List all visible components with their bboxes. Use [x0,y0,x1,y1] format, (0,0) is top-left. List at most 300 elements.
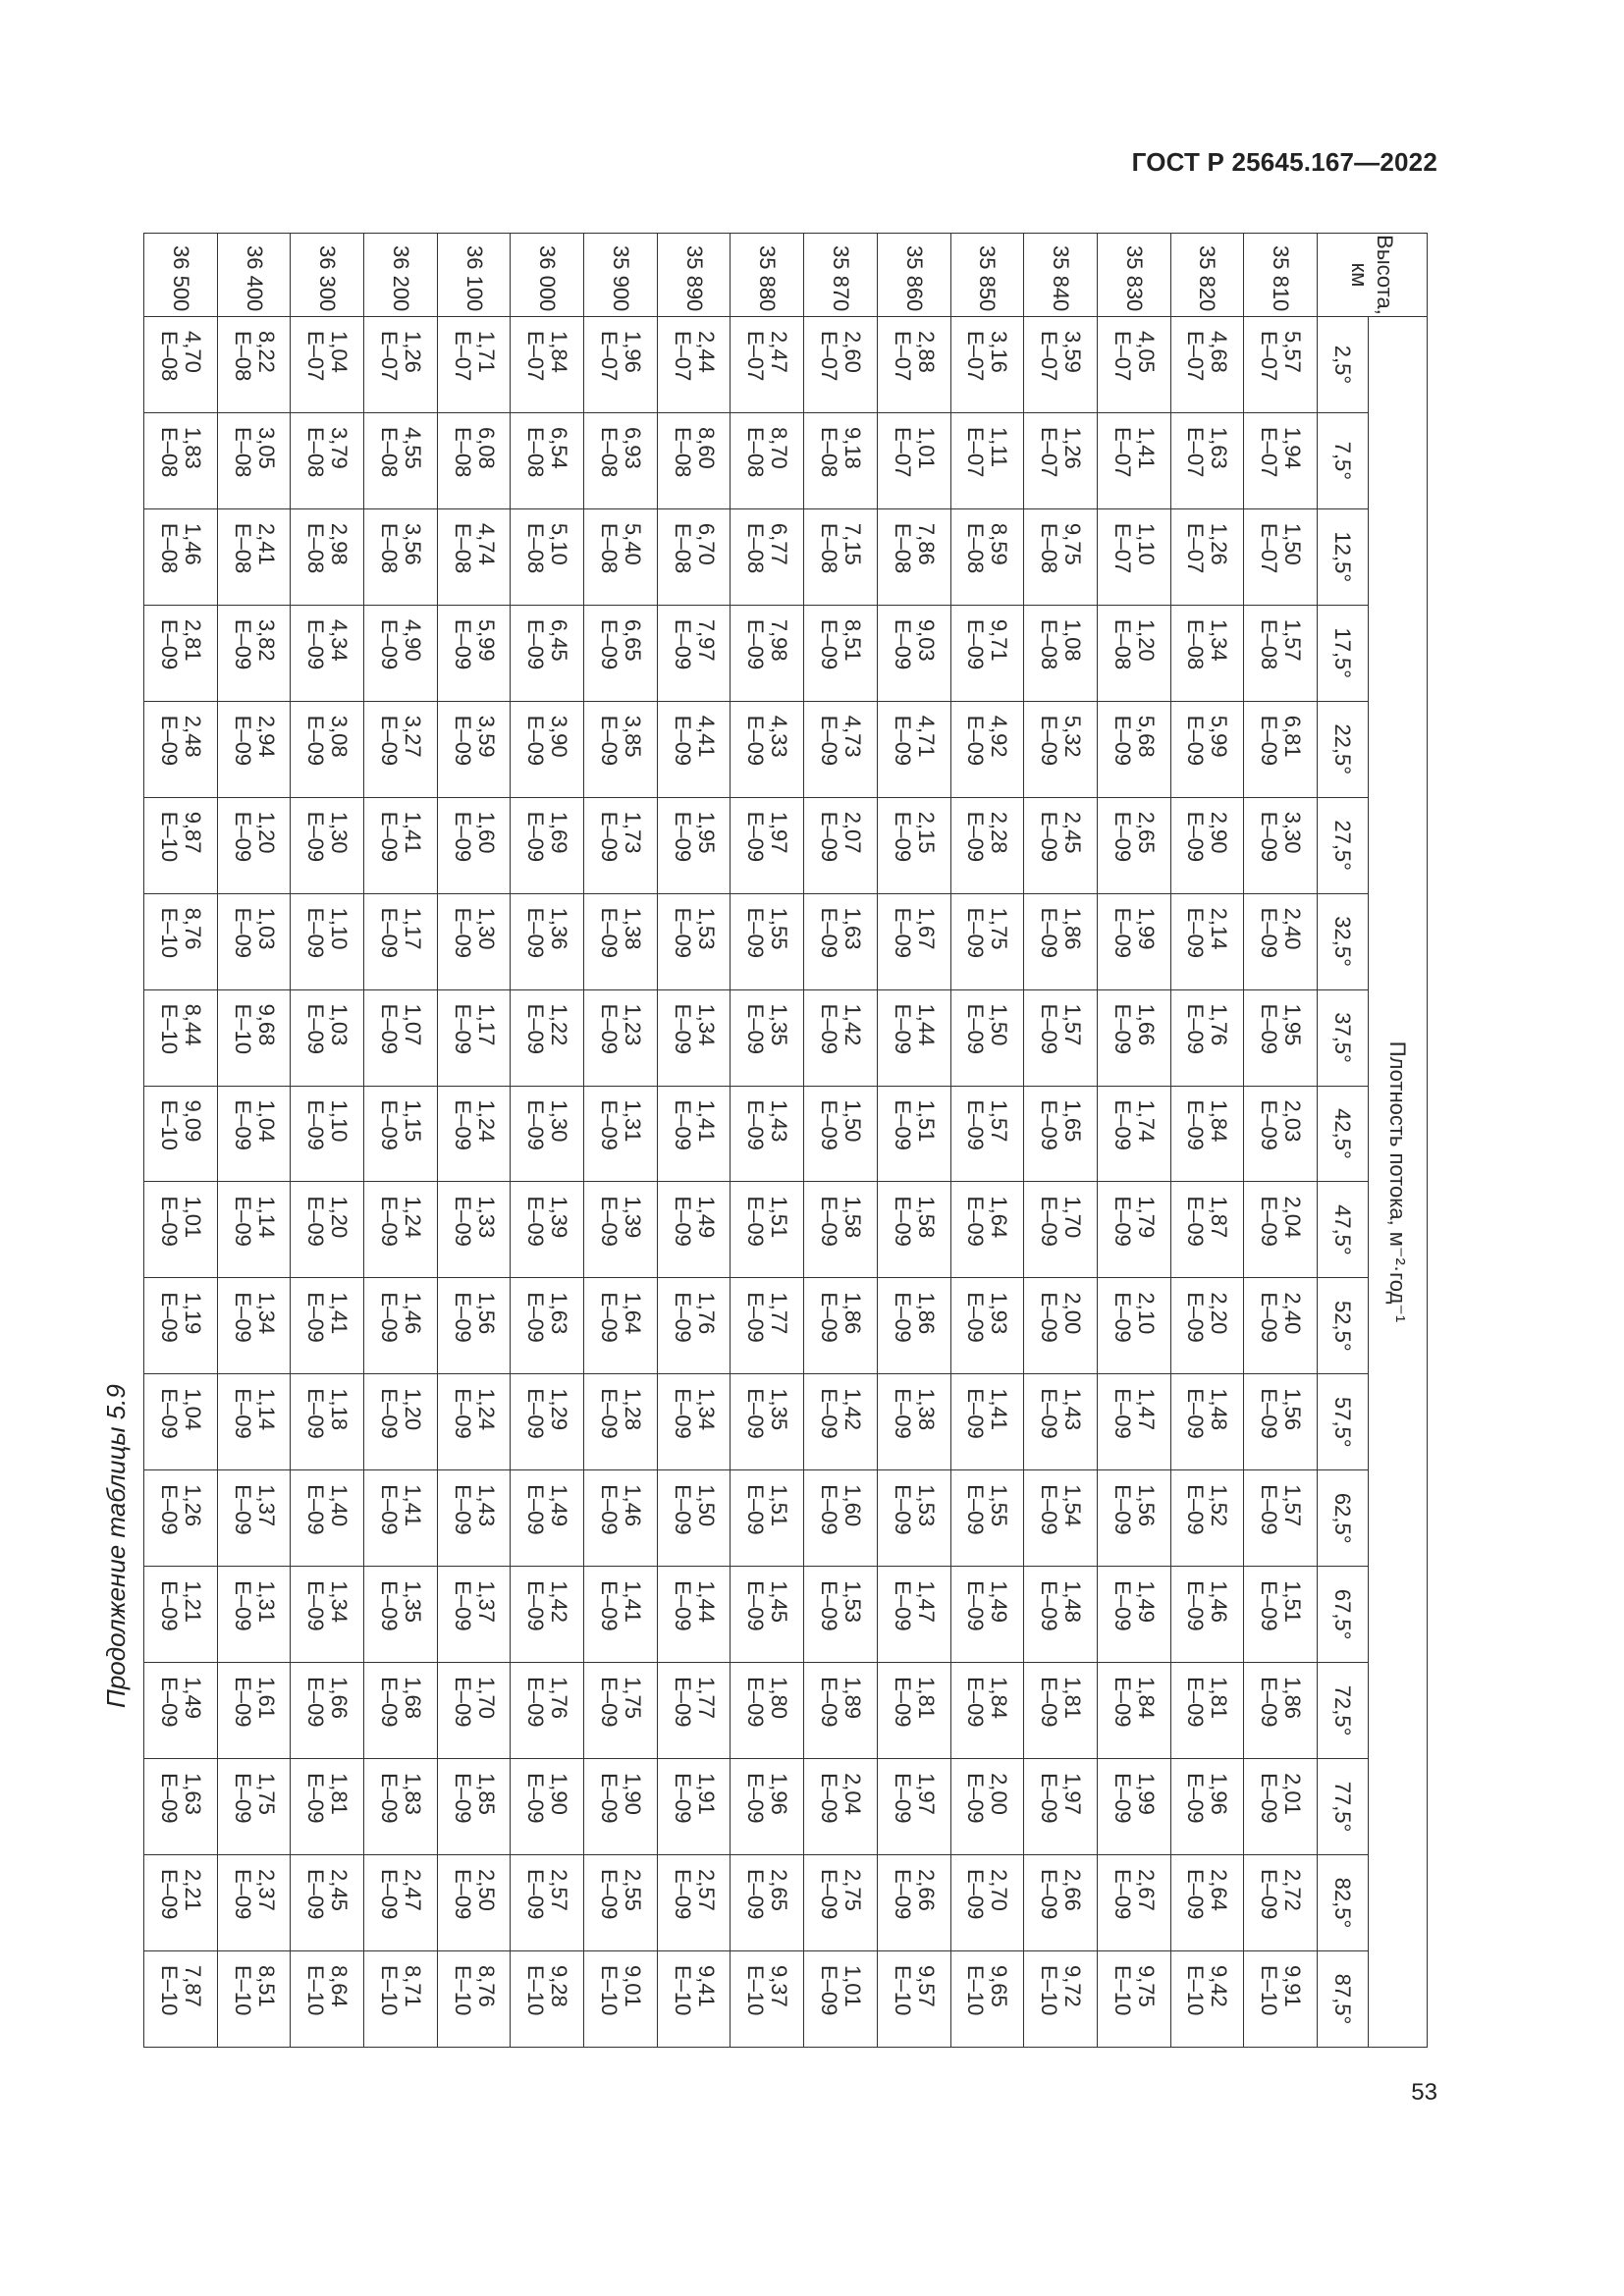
flux-value-cell: 1,49 E–09 [144,1663,218,1759]
flux-value-cell: 1,41 E–09 [950,1374,1024,1470]
flux-value-cell: 1,50 E–07 [1244,508,1318,605]
flux-value-cell: 1,66 E–09 [1097,989,1170,1086]
flux-value-cell: 8,60 E–08 [657,412,731,508]
flux-value-cell: 1,83 E–09 [364,1759,438,1855]
angle-header: 17,5° [1318,605,1369,701]
flux-value-cell: 1,66 E–09 [291,1663,364,1759]
flux-value-cell: 6,70 E–08 [657,508,731,605]
flux-value-cell: 2,45 E–09 [291,1855,364,1951]
flux-value-cell: 1,89 E–09 [804,1663,878,1759]
flux-value-cell: 1,75 E–09 [584,1663,658,1759]
flux-value-cell: 2,40 E–09 [1244,893,1318,989]
flux-value-cell: 1,41 E–07 [1097,412,1170,508]
flux-value-cell: 1,37 E–09 [217,1470,291,1567]
flux-value-cell: 1,48 E–09 [1170,1374,1244,1470]
flux-value-cell: 1,20 E–09 [364,1374,438,1470]
flux-value-cell: 1,84 E–07 [511,317,584,413]
table-row [877,234,950,2048]
flux-value-cell: 1,49 E–09 [950,1567,1024,1663]
flux-value-cell: 1,46 E–08 [144,508,218,605]
flux-value-cell: 1,63 E–09 [144,1759,218,1855]
flux-value-cell: 1,35 E–09 [731,989,804,1086]
flux-value-cell: 1,77 E–09 [657,1663,731,1759]
flux-value-cell: 1,30 E–09 [511,1086,584,1182]
flux-value-cell: 1,43 E–09 [1024,1374,1098,1470]
flux-value-cell: 1,43 E–09 [437,1470,511,1567]
angle-header: 87,5° [1318,1950,1369,2047]
flux-value-cell: 2,75 E–09 [804,1855,878,1951]
flux-value-cell: 1,80 E–09 [731,1663,804,1759]
flux-value-cell: 1,70 E–09 [437,1663,511,1759]
flux-value-cell: 1,60 E–09 [437,797,511,893]
table-row [950,234,1024,2048]
flux-value-cell: 1,69 E–09 [511,797,584,893]
flux-value-cell: 1,70 E–09 [1024,1182,1098,1278]
flux-value-cell: 4,90 E–09 [364,605,438,701]
flux-value-cell: 2,20 E–09 [1170,1278,1244,1374]
table-row [657,234,731,2048]
flux-value-cell: 2,57 E–09 [511,1855,584,1951]
table-row [217,234,291,2048]
table-row [437,234,511,2048]
table-row [144,234,218,2048]
flux-value-cell: 9,28 E–10 [511,1950,584,2047]
flux-value-cell: 2,72 E–09 [1244,1855,1318,1951]
flux-value-cell: 4,92 E–09 [950,701,1024,797]
flux-value-cell: 8,44 E–10 [144,989,218,1086]
flux-value-cell: 2,47 E–07 [731,317,804,413]
flux-value-cell: 1,30 E–09 [437,893,511,989]
flux-value-cell: 1,21 E–09 [144,1567,218,1663]
flux-value-cell: 2,67 E–09 [1097,1855,1170,1951]
flux-value-cell: 8,76 E–10 [437,1950,511,2047]
flux-value-cell: 1,33 E–09 [437,1182,511,1278]
flux-value-cell: 9,42 E–10 [1170,1950,1244,2047]
document-standard-header: ГОСТ Р 25645.167—2022 [1131,147,1437,177]
flux-value-cell: 1,57 E–09 [1244,1470,1318,1567]
flux-value-cell: 8,59 E–08 [950,508,1024,605]
flux-value-cell: 1,23 E–09 [584,989,658,1086]
flux-value-cell: 1,56 E–09 [437,1278,511,1374]
flux-value-cell: 1,31 E–09 [217,1567,291,1663]
altitude-cell: 35 880 [731,234,804,317]
flux-value-cell: 1,51 E–09 [1244,1567,1318,1663]
flux-value-cell: 1,76 E–09 [511,1663,584,1759]
flux-value-cell: 2,88 E–07 [877,317,950,413]
table-body [144,234,1318,2048]
flux-value-cell: 1,48 E–09 [1024,1567,1098,1663]
flux-value-cell: 1,10 E–07 [1097,508,1170,605]
flux-value-cell: 1,64 E–09 [584,1278,658,1374]
flux-value-cell: 1,79 E–09 [1097,1182,1170,1278]
flux-value-cell: 1,04 E–09 [217,1086,291,1182]
flux-value-cell: 1,37 E–09 [437,1567,511,1663]
flux-value-cell: 1,01 E–07 [877,412,950,508]
flux-value-cell: 3,90 E–09 [511,701,584,797]
flux-value-cell: 1,29 E–09 [511,1374,584,1470]
flux-value-cell: 7,86 E–08 [877,508,950,605]
flux-value-cell: 6,65 E–09 [584,605,658,701]
flux-value-cell: 1,90 E–09 [584,1759,658,1855]
flux-value-cell: 2,07 E–09 [804,797,878,893]
flux-value-cell: 7,97 E–09 [657,605,731,701]
flux-value-cell: 1,86 E–09 [877,1278,950,1374]
flux-value-cell: 4,33 E–09 [731,701,804,797]
angle-header: 22,5° [1318,701,1369,797]
flux-value-cell: 1,03 E–09 [217,893,291,989]
flux-value-cell: 2,15 E–09 [877,797,950,893]
flux-value-cell: 9,65 E–10 [950,1950,1024,2047]
flux-value-cell: 4,73 E–09 [804,701,878,797]
flux-value-cell: 9,03 E–09 [877,605,950,701]
flux-value-cell: 6,54 E–08 [511,412,584,508]
flux-value-cell: 1,58 E–09 [804,1182,878,1278]
flux-value-cell: 9,41 E–10 [657,1950,731,2047]
flux-value-cell: 3,85 E–09 [584,701,658,797]
flux-value-cell: 1,14 E–09 [217,1374,291,1470]
flux-value-cell: 2,28 E–09 [950,797,1024,893]
flux-value-cell: 1,36 E–09 [511,893,584,989]
flux-value-cell: 1,87 E–09 [1170,1182,1244,1278]
flux-value-cell: 4,68 E–07 [1170,317,1244,413]
flux-value-cell: 1,04 E–07 [291,317,364,413]
flux-value-cell: 1,84 E–09 [1170,1086,1244,1182]
flux-value-cell: 8,76 E–10 [144,893,218,989]
flux-value-cell: 1,42 E–09 [804,1374,878,1470]
angle-header: 42,5° [1318,1086,1369,1182]
flux-value-cell: 2,03 E–09 [1244,1086,1318,1182]
table-rotated-container [143,233,1428,2048]
flux-value-cell: 2,64 E–09 [1170,1855,1244,1951]
flux-value-cell: 1,94 E–07 [1244,412,1318,508]
flux-value-cell: 1,63 E–09 [804,893,878,989]
flux-value-cell: 1,97 E–09 [1024,1759,1098,1855]
angle-header: 57,5° [1318,1374,1369,1470]
flux-value-cell: 1,38 E–09 [877,1374,950,1470]
angle-header: 37,5° [1318,989,1369,1086]
flux-value-cell: 1,11 E–07 [950,412,1024,508]
flux-value-cell: 1,24 E–09 [437,1086,511,1182]
flux-value-cell: 7,98 E–09 [731,605,804,701]
flux-value-cell: 9,57 E–10 [877,1950,950,2047]
flux-value-cell: 1,17 E–09 [364,893,438,989]
flux-value-cell: 3,30 E–09 [1244,797,1318,893]
flux-value-cell: 8,22 E–08 [217,317,291,413]
flux-value-cell: 6,81 E–09 [1244,701,1318,797]
table-row [511,234,584,2048]
flux-value-cell: 1,96 E–09 [1170,1759,1244,1855]
flux-value-cell: 7,15 E–08 [804,508,878,605]
flux-value-cell: 1,20 E–09 [217,797,291,893]
flux-value-cell: 1,24 E–09 [364,1182,438,1278]
flux-value-cell: 1,35 E–09 [364,1567,438,1663]
flux-value-cell: 1,50 E–09 [657,1470,731,1567]
flux-density-group-header: Плотность потока, м⁻²·год⁻¹ [1369,317,1428,2048]
flux-value-cell: 1,26 E–07 [1024,412,1098,508]
flux-value-cell: 1,07 E–09 [364,989,438,1086]
flux-value-cell: 5,68 E–09 [1097,701,1170,797]
flux-value-cell: 1,15 E–09 [364,1086,438,1182]
flux-value-cell: 2,60 E–07 [804,317,878,413]
flux-value-cell: 1,95 E–09 [1244,989,1318,1086]
flux-value-cell: 9,72 E–10 [1024,1950,1098,2047]
flux-value-cell: 1,99 E–09 [1097,893,1170,989]
flux-value-cell: 1,54 E–09 [1024,1470,1098,1567]
flux-value-cell: 4,34 E–09 [291,605,364,701]
flux-value-cell: 1,52 E–09 [1170,1470,1244,1567]
flux-value-cell: 2,81 E–09 [144,605,218,701]
angle-header: 12,5° [1318,508,1369,605]
flux-value-cell: 9,37 E–10 [731,1950,804,2047]
flux-value-cell: 1,96 E–09 [731,1759,804,1855]
flux-value-cell: 8,51 E–10 [217,1950,291,2047]
angle-header: 7,5° [1318,412,1369,508]
flux-value-cell: 2,45 E–09 [1024,797,1098,893]
flux-value-cell: 1,55 E–09 [950,1470,1024,1567]
flux-value-cell: 1,47 E–09 [877,1567,950,1663]
flux-value-cell: 2,66 E–09 [877,1855,950,1951]
table-caption: Продолжение таблицы 5.9 [101,1384,131,1708]
flux-value-cell: 3,59 E–09 [437,701,511,797]
flux-value-cell: 1,51 E–09 [731,1182,804,1278]
flux-value-cell: 1,57 E–09 [1024,989,1098,1086]
flux-value-cell: 2,98 E–08 [291,508,364,605]
flux-value-cell: 2,01 E–09 [1244,1759,1318,1855]
flux-value-cell: 1,26 E–07 [1170,508,1244,605]
flux-value-cell: 1,30 E–09 [291,797,364,893]
flux-value-cell: 1,67 E–09 [877,893,950,989]
altitude-cell: 35 870 [804,234,878,317]
flux-value-cell: 1,61 E–09 [217,1663,291,1759]
flux-value-cell: 1,34 E–08 [1170,605,1244,701]
flux-value-cell: 1,40 E–09 [291,1470,364,1567]
altitude-cell: 35 820 [1170,234,1244,317]
flux-value-cell: 1,97 E–09 [877,1759,950,1855]
flux-value-cell: 1,63 E–09 [511,1278,584,1374]
flux-value-cell: 1,41 E–09 [291,1278,364,1374]
altitude-cell: 36 500 [144,234,218,317]
flux-value-cell: 8,64 E–10 [291,1950,364,2047]
altitude-cell: 36 100 [437,234,511,317]
flux-value-cell: 1,34 E–09 [217,1278,291,1374]
flux-value-cell: 2,41 E–08 [217,508,291,605]
flux-value-cell: 4,05 E–07 [1097,317,1170,413]
flux-value-cell: 1,90 E–09 [511,1759,584,1855]
flux-value-cell: 1,53 E–09 [657,893,731,989]
altitude-cell: 36 000 [511,234,584,317]
table-row [1170,234,1244,2048]
angle-header-row [1318,234,1369,2048]
flux-value-cell: 1,04 E–09 [144,1374,218,1470]
flux-value-cell: 1,55 E–09 [731,893,804,989]
flux-value-cell: 1,44 E–09 [657,1567,731,1663]
flux-value-cell: 1,50 E–09 [950,989,1024,1086]
flux-value-cell: 8,71 E–10 [364,1950,438,2047]
flux-value-cell: 2,57 E–09 [657,1855,731,1951]
table-row [731,234,804,2048]
flux-value-cell: 1,64 E–09 [950,1182,1024,1278]
flux-value-cell: 3,82 E–09 [217,605,291,701]
flux-value-cell: 6,93 E–08 [584,412,658,508]
flux-value-cell: 1,77 E–09 [731,1278,804,1374]
flux-value-cell: 3,79 E–08 [291,412,364,508]
flux-value-cell: 1,53 E–09 [877,1470,950,1567]
flux-value-cell: 1,41 E–09 [364,1470,438,1567]
flux-value-cell: 1,49 E–09 [1097,1567,1170,1663]
flux-value-cell: 1,10 E–09 [291,893,364,989]
flux-value-cell: 9,71 E–09 [950,605,1024,701]
flux-value-cell: 1,56 E–09 [1097,1470,1170,1567]
flux-value-cell: 1,68 E–09 [364,1663,438,1759]
flux-value-cell: 1,56 E–09 [1244,1374,1318,1470]
table-row [364,234,438,2048]
flux-value-cell: 1,83 E–08 [144,412,218,508]
flux-value-cell: 1,65 E–09 [1024,1086,1098,1182]
flux-value-cell: 1,86 E–09 [1244,1663,1318,1759]
flux-value-cell: 1,24 E–09 [437,1374,511,1470]
altitude-cell: 35 890 [657,234,731,317]
flux-value-cell: 3,08 E–09 [291,701,364,797]
flux-value-cell: 2,04 E–09 [1244,1182,1318,1278]
flux-value-cell: 1,26 E–09 [144,1470,218,1567]
flux-density-table [143,233,1428,2048]
flux-value-cell: 3,59 E–07 [1024,317,1098,413]
flux-value-cell: 9,09 E–10 [144,1086,218,1182]
flux-value-cell: 1,97 E–09 [731,797,804,893]
flux-value-cell: 1,81 E–09 [1024,1663,1098,1759]
table-row [1097,234,1170,2048]
angle-header: 62,5° [1318,1470,1369,1567]
flux-value-cell: 1,34 E–09 [291,1567,364,1663]
flux-value-cell: 1,43 E–09 [731,1086,804,1182]
angle-header: 67,5° [1318,1567,1369,1663]
flux-value-cell: 5,99 E–09 [437,605,511,701]
flux-value-cell: 1,86 E–09 [1024,893,1098,989]
flux-value-cell: 3,56 E–08 [364,508,438,605]
table-row [1244,234,1318,2048]
flux-value-cell: 9,01 E–10 [584,1950,658,2047]
flux-value-cell: 1,42 E–09 [511,1567,584,1663]
flux-value-cell: 1,20 E–08 [1097,605,1170,701]
flux-value-cell: 1,95 E–09 [657,797,731,893]
flux-value-cell: 4,74 E–08 [437,508,511,605]
angle-header: 72,5° [1318,1663,1369,1759]
flux-value-cell: 1,19 E–09 [144,1278,218,1374]
flux-value-cell: 4,70 E–08 [144,317,218,413]
flux-value-cell: 1,42 E–09 [804,989,878,1086]
flux-value-cell: 1,84 E–09 [950,1663,1024,1759]
flux-value-cell: 2,44 E–07 [657,317,731,413]
flux-value-cell: 2,94 E–09 [217,701,291,797]
flux-value-cell: 5,99 E–09 [1170,701,1244,797]
flux-value-cell: 5,10 E–08 [511,508,584,605]
altitude-cell: 36 300 [291,234,364,317]
table-row [291,234,364,2048]
flux-value-cell: 6,45 E–09 [511,605,584,701]
angle-header: 32,5° [1318,893,1369,989]
angle-header: 82,5° [1318,1855,1369,1951]
altitude-cell: 36 400 [217,234,291,317]
flux-value-cell: 1,74 E–09 [1097,1086,1170,1182]
flux-value-cell: 1,20 E–09 [291,1182,364,1278]
angle-header: 47,5° [1318,1182,1369,1278]
flux-value-cell: 1,76 E–09 [1170,989,1244,1086]
flux-value-cell: 1,99 E–09 [1097,1759,1170,1855]
table-header-row-group [1369,234,1428,2048]
flux-value-cell: 1,01 E–09 [804,1950,878,2047]
flux-value-cell: 8,70 E–08 [731,412,804,508]
flux-value-cell: 1,14 E–09 [217,1182,291,1278]
flux-value-cell: 5,57 E–07 [1244,317,1318,413]
flux-value-cell: 4,71 E–09 [877,701,950,797]
flux-value-cell: 9,18 E–08 [804,412,878,508]
flux-value-cell: 9,87 E–10 [144,797,218,893]
flux-value-cell: 1,46 E–09 [1170,1567,1244,1663]
flux-value-cell: 2,47 E–09 [364,1855,438,1951]
flux-value-cell: 3,27 E–09 [364,701,438,797]
table-row [584,234,658,2048]
page-number: 53 [1411,2079,1437,2106]
flux-value-cell: 1,18 E–09 [291,1374,364,1470]
flux-value-cell: 4,55 E–08 [364,412,438,508]
flux-value-cell: 1,46 E–09 [364,1278,438,1374]
altitude-cell: 35 810 [1244,234,1318,317]
flux-value-cell: 2,55 E–09 [584,1855,658,1951]
flux-value-cell: 2,21 E–09 [144,1855,218,1951]
flux-value-cell: 1,34 E–09 [657,989,731,1086]
angle-header: 52,5° [1318,1278,1369,1374]
flux-value-cell: 1,91 E–09 [657,1759,731,1855]
flux-value-cell: 1,73 E–09 [584,797,658,893]
flux-value-cell: 1,10 E–09 [291,1086,364,1182]
altitude-cell: 35 830 [1097,234,1170,317]
flux-value-cell: 2,70 E–09 [950,1855,1024,1951]
flux-value-cell: 1,41 E–09 [657,1086,731,1182]
flux-value-cell: 1,03 E–09 [291,989,364,1086]
flux-value-cell: 1,81 E–09 [291,1759,364,1855]
flux-value-cell: 1,84 E–09 [1097,1663,1170,1759]
flux-value-cell: 1,44 E–09 [877,989,950,1086]
flux-value-cell: 1,57 E–09 [950,1086,1024,1182]
altitude-cell: 35 860 [877,234,950,317]
flux-value-cell: 1,81 E–09 [1170,1663,1244,1759]
flux-value-cell: 2,65 E–09 [731,1855,804,1951]
flux-value-cell: 1,34 E–09 [657,1374,731,1470]
flux-value-cell: 2,48 E–09 [144,701,218,797]
flux-value-cell: 1,96 E–07 [584,317,658,413]
flux-value-cell: 1,17 E–09 [437,989,511,1086]
flux-value-cell: 1,58 E–09 [877,1182,950,1278]
flux-value-cell: 1,45 E–09 [731,1567,804,1663]
flux-value-cell: 1,57 E–08 [1244,605,1318,701]
flux-value-cell: 6,08 E–08 [437,412,511,508]
angle-header: 77,5° [1318,1759,1369,1855]
flux-value-cell: 2,37 E–09 [217,1855,291,1951]
flux-value-cell: 1,81 E–09 [877,1663,950,1759]
flux-value-cell: 1,08 E–08 [1024,605,1098,701]
flux-value-cell: 1,47 E–09 [1097,1374,1170,1470]
flux-value-cell: 2,04 E–09 [804,1759,878,1855]
angle-header: 2,5° [1318,317,1369,413]
flux-value-cell: 1,86 E–09 [804,1278,878,1374]
flux-value-cell: 2,90 E–09 [1170,797,1244,893]
flux-value-cell: 9,75 E–08 [1024,508,1098,605]
flux-value-cell: 1,41 E–09 [584,1567,658,1663]
flux-value-cell: 2,65 E–09 [1097,797,1170,893]
angle-header: 27,5° [1318,797,1369,893]
altitude-cell: 35 900 [584,234,658,317]
flux-value-cell: 2,14 E–09 [1170,893,1244,989]
